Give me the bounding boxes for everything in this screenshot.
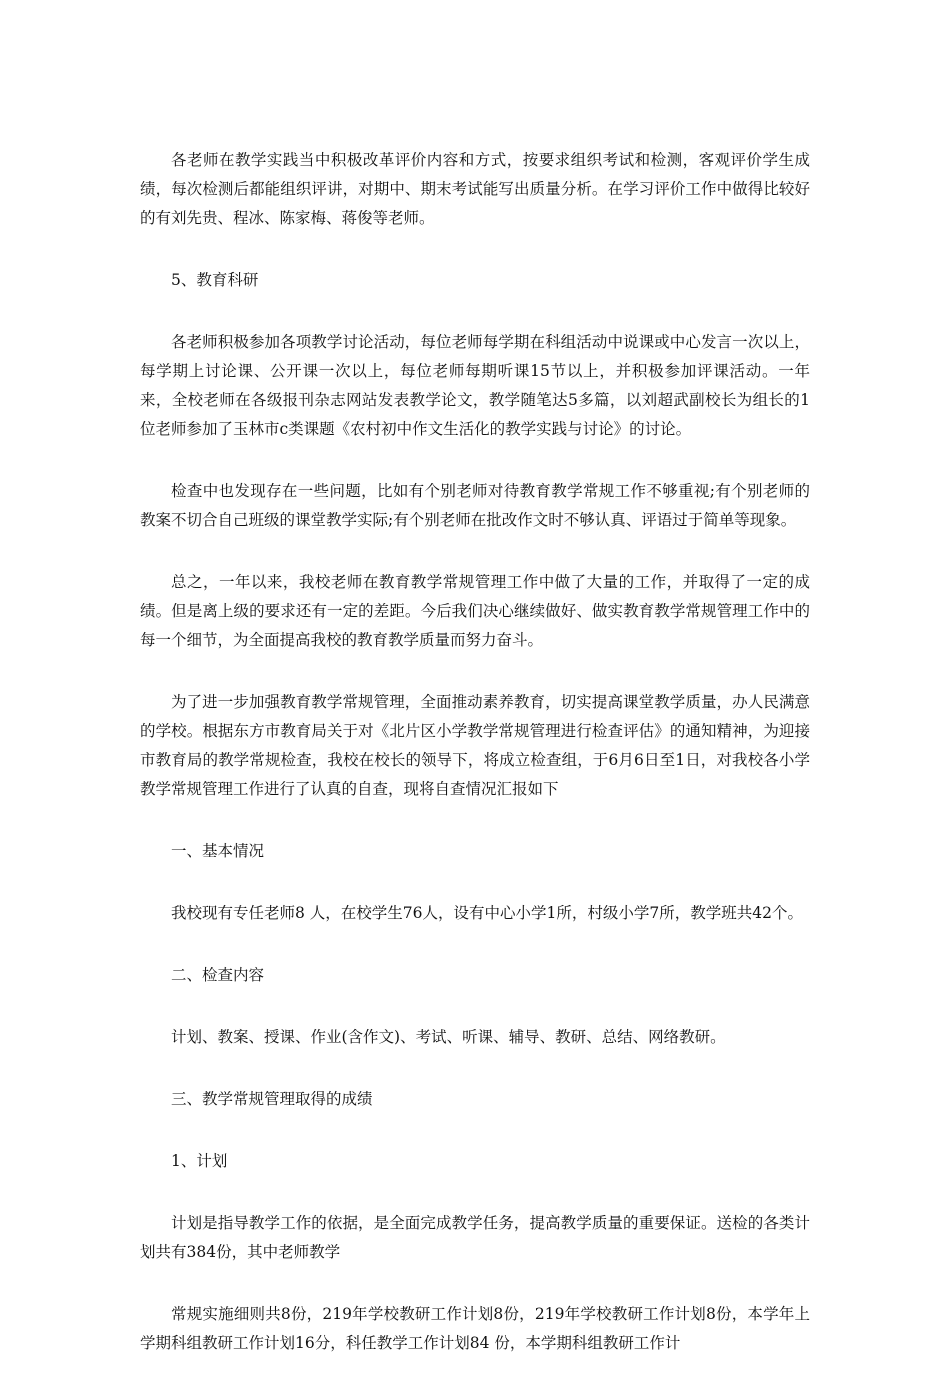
heading-basic-situation: 一、基本情况 xyxy=(171,842,265,860)
paragraph-teaching-research: 各老师积极参加各项教学讨论活动，每位老师每学期在科组活动中说课或中心发言一次以上，每学期上讨论课、公开课一次以上，每位老师每期听课15节以上，并积极参加评课活动。一年来，全校老师在各级报刊杂志网站发表教学论文，教学随笔达5多篇，以刘超武副校长为组长的1位老师参加了玉林市c类课题《农村初中作文生活化的教学实践与讨论》的讨论。 xyxy=(140,333,810,438)
paragraph-problems: 检查中也发现存在一些问题，比如有个别老师对待教育教学常规工作不够重视;有个别老师的教案不切合自己班级的课堂教学实际;有个别老师在批改作文时不够认真、评语过于简单等现象。 xyxy=(140,482,810,529)
paragraph-inspection-items: 计划、教案、授课、作业(含作文)、考试、听课、辅导、教研、总结、网络教研。 xyxy=(171,1028,726,1046)
paragraph-school-stats: 我校现有专任老师8 人，在校学生76人，设有中心小学1所，村级小学7所，教学班共42个。 xyxy=(171,904,803,922)
paragraph-plan-intro: 计划是指导教学工作的依据，是全面完成教学任务，提高教学质量的重要保证。送检的各类计划共有384份，其中老师教学 xyxy=(140,1214,810,1261)
heading-achievements: 三、教学常规管理取得的成绩 xyxy=(171,1090,373,1108)
heading-inspection-content: 二、检查内容 xyxy=(171,966,265,984)
paragraph-self-inspection-intro: 为了进一步加强教育教学常规管理，全面推动素养教育，切实提高课堂教学质量，办人民满意的学校。根据东方市教育局关于对《北片区小学教学常规管理进行检查评估》的通知精神，为迎接市教育局的教学常规检查，我校在校长的领导下，将成立检查组，于6月6日至1日，对我校各小学教学常规管理工作进行了认真的自查，现将自查情况汇报如下 xyxy=(140,693,810,798)
paragraph-plan-details: 常规实施细则共8份，219年学校教研工作计划8份，219年学校教研工作计划8份，本学年上学期科组教研工作计划16分，科任教学工作计划84 份，本学期科组教研工作计 xyxy=(140,1305,810,1352)
heading-education-research: 5、教育科研 xyxy=(171,271,259,289)
document-page xyxy=(140,146,810,1391)
heading-plan: 1、计划 xyxy=(171,1152,228,1170)
paragraph-learning-evaluation: 各老师在教学实践当中积极改革评价内容和方式，按要求组织考试和检测，客观评价学生成绩，每次检测后都能组织评讲，对期中、期末考试能写出质量分析。在学习评价工作中做得比较好的有刘先贵、程冰、陈家梅、蒋俊等老师。 xyxy=(140,151,810,227)
paragraph-summary: 总之，一年以来，我校老师在教育教学常规管理工作中做了大量的工作，并取得了一定的成绩。但是离上级的要求还有一定的差距。今后我们决心继续做好、做实教育教学常规管理工作中的每一个细节，为全面提高我校的教育教学质量而努力奋斗。 xyxy=(140,573,810,649)
